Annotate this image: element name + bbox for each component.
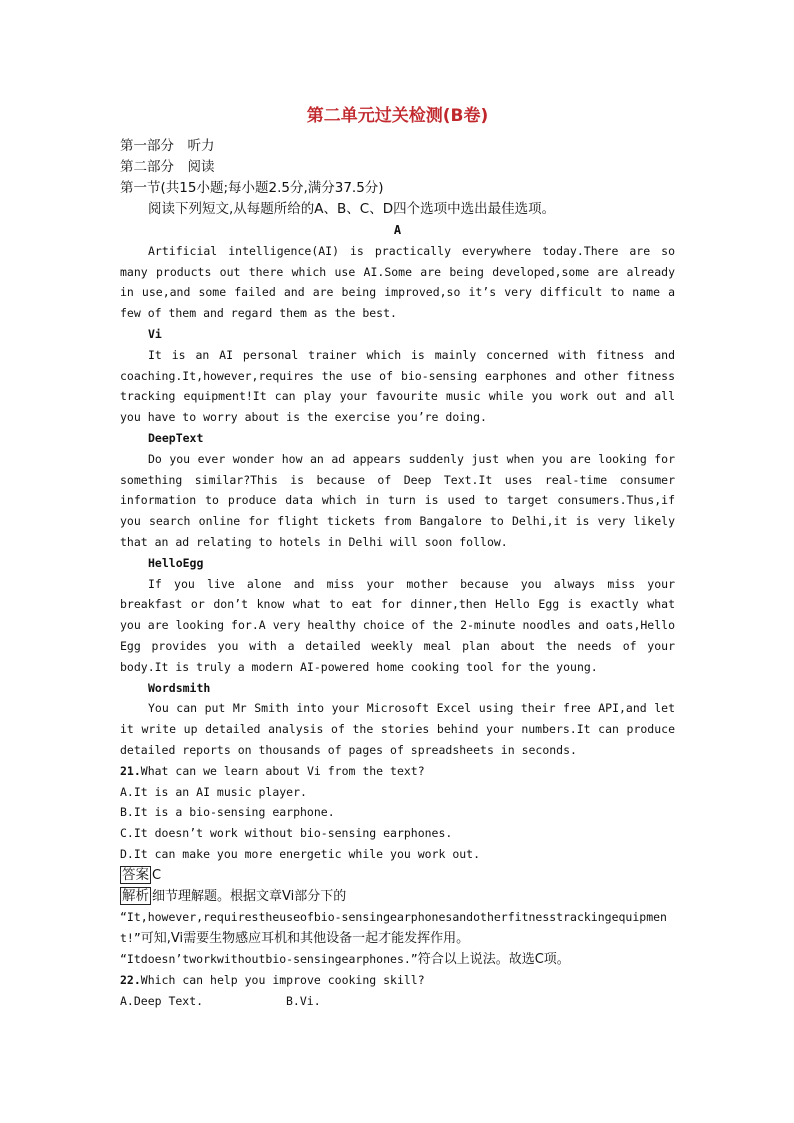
question-21-option-c: C.It doesn’t work without bio-sensing earphones. — [120, 826, 453, 841]
page-title: 第二单元过关检测(B卷) — [306, 106, 489, 126]
item-heading-deeptext: DeepText — [148, 430, 204, 445]
part-one-heading: 第一部分 听力 — [120, 138, 215, 154]
item-heading-vi: Vi — [148, 326, 162, 341]
question-21-option-a: A.It is an AI music player. — [120, 784, 307, 799]
question-22-stem — [120, 970, 675, 991]
analysis-quote-2: “Itdoesn’tworkwithoutbio-sensingearphones.” — [120, 951, 418, 966]
question-22-options — [120, 991, 675, 1012]
item-heading-wordsmith: Wordsmith — [148, 680, 211, 695]
passage-intro: Artificial intelligence(AI) is practically everywhere today.There are so many products out there which use AI.Some are being developed,some are already in use,and some failed and are being improved,so it’s very difficult to name a few of them and regard them as the best. — [120, 243, 675, 321]
question-22-option-a: A.Deep Text. — [120, 993, 204, 1008]
question-22-number: 22. — [120, 972, 141, 987]
passage-letter: A — [393, 223, 402, 237]
section-one-heading: 第一节(共15小题;每小题2.5分,满分37.5分) — [120, 180, 384, 196]
analysis-text-3: 符合以上说法。故选C项。 — [417, 951, 570, 967]
question-21-number: 21. — [120, 763, 141, 778]
answer-line — [120, 865, 675, 886]
part-two-heading: 第二部分 阅读 — [120, 159, 215, 175]
item-text-helloegg: If you live alone and miss your mother because you always miss your breakfast or don’t know what to eat for dinner,then Hello Egg is exactly what you are looking for.A very healthy choice of the 2-minute noodles and oats,Hello Egg provides you with a detailed weekly meal plan about the needs of your body.It is truly a modern AI-powered home cooking tool for the young. — [120, 576, 675, 674]
analysis-tag: 解析 — [122, 887, 149, 904]
question-22-text: Which can help you improve cooking skill? — [140, 972, 425, 987]
document-page — [120, 104, 675, 1011]
item-text-deeptext: Do you ever wonder how an ad appears suddenly just when you are looking for something similar?This is because of Deep Text.It uses real-time consumer information to produce data which in turn is used to target consumers.Thus,if you search online for flight tickets from Bangalore to Delhi,it is very likely that an ad relating to hotels in Delhi will soon follow. — [120, 451, 675, 549]
analysis-quote-1: “It,however,requirestheuseofbio-sensingearphonesandotherfitnesstrackingequipment!” — [120, 909, 667, 945]
question-22-option-b: B.Vi. — [286, 993, 321, 1008]
answer-tag: 答案 — [122, 866, 149, 883]
instruction-text: 阅读下列短文,从每题所给的A、B、C、D四个选项中选出最佳选项。 — [148, 201, 556, 217]
question-21-text: What can we learn about Vi from the text? — [140, 763, 425, 778]
question-21-option-d: D.It can make you more energetic while you work out. — [120, 846, 481, 861]
question-21-stem — [120, 761, 675, 782]
analysis-text-1: 细节理解题。根据文章Vi部分下的 — [152, 888, 347, 904]
question-21-option-b: B.It is a bio-sensing earphone. — [120, 805, 335, 820]
item-heading-helloegg: HelloEgg — [148, 555, 204, 570]
item-text-wordsmith: You can put Mr Smith into your Microsoft Excel using their free API,and let it write up detailed analysis of the stories behind your numbers.It can produce detailed reports on thousands of pages of spreadsheets in seconds. — [120, 701, 675, 757]
answer-value: C — [152, 867, 162, 883]
item-text-vi: It is an AI personal trainer which is mainly concerned with fitness and coaching.It,however,requires the use of bio-sensing earphones and other fitness tracking equipment!It can play your favourite music while you work out and all you have to worry about is the exercise you’re doing. — [120, 347, 675, 425]
analysis-block — [120, 886, 675, 970]
analysis-text-2: 可知,Vi需要生物感应耳机和其他设备一起才能发挥作用。 — [140, 930, 470, 946]
